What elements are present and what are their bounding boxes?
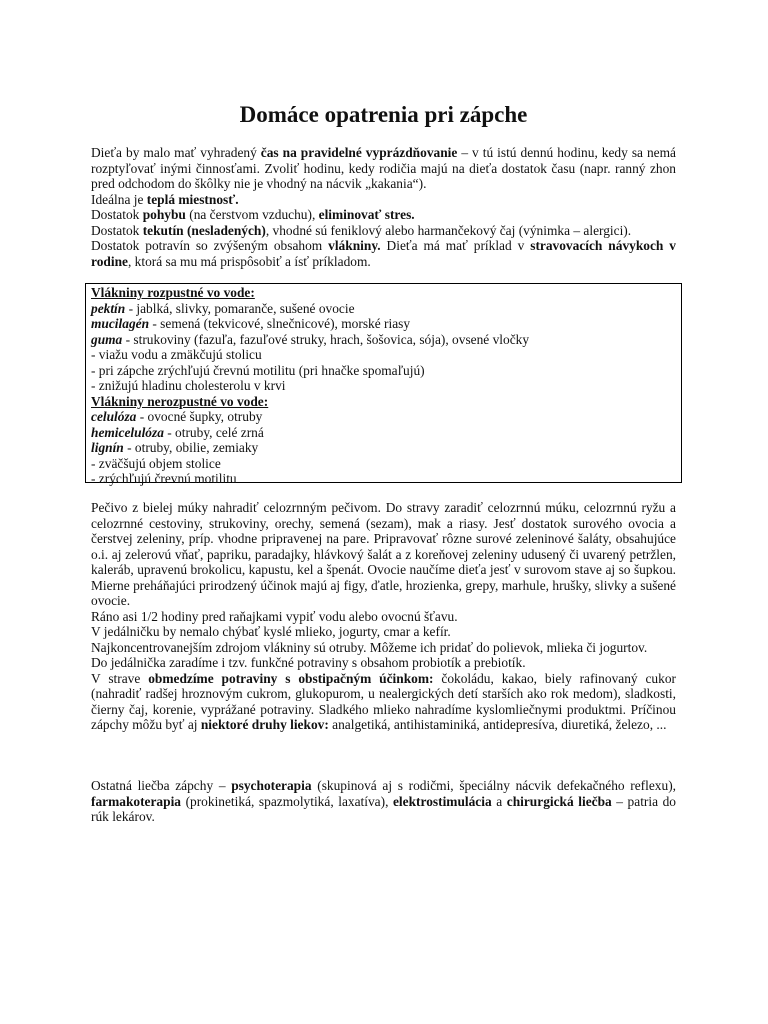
fiber-effect-item: - zväčšujú objem stolice bbox=[91, 455, 221, 471]
text-run: (na čerstvom vzduchu), bbox=[185, 207, 319, 222]
bold-text: psychoterapia bbox=[231, 778, 312, 793]
text-run: , ktorá sa mu má prispôsobiť a ísť príkladom. bbox=[127, 253, 371, 269]
text-run: Ideálna je bbox=[91, 191, 147, 207]
bold-text: elektrostimulácia bbox=[392, 793, 492, 809]
text-run: Dostatok bbox=[91, 222, 143, 238]
text-run: Dostatok bbox=[91, 207, 143, 222]
bold-text: stravovacích návykoch v rodine bbox=[91, 238, 676, 269]
text-run: Do jedálnička zaradíme i tzv. funkčné potraviny s obsahom probiotík a prebiotík. bbox=[91, 655, 526, 670]
text-run: čokoládu, kakao, biely rafinovaný cukor (nahradiť radšej hroznovým cukrom, glukopurom, u nealergických detí starších ako rok medom), sladkosti, čierny čaj, korenie, vyprážané potraviny. Sladkého mlieko nahradíme kyslomliečnymi produktmi. Príčinou zápchy môžu byť aj bbox=[91, 670, 676, 732]
fiber-effect-item: - znižujú hladinu cholesterolu v krvi bbox=[91, 378, 286, 393]
text-run: V jedálničku by nemalo chýbať kyslé mlieko, jogurty, cmar a kefír. bbox=[91, 624, 451, 639]
bold-text: niektoré druhy liekov: bbox=[200, 717, 329, 732]
text-run: Ráno asi 1/2 hodiny pred raňajkami vypiť vodu alebo ovocnú šťavu. bbox=[91, 608, 458, 624]
bold-text: chirurgická liečba bbox=[506, 793, 612, 809]
text-run: (skupinová aj s rodičmi, špeciálny nácvik defekačného reflexu), bbox=[311, 778, 677, 793]
fiber-type-item bbox=[91, 409, 676, 425]
fiber-type-term: lignín bbox=[91, 440, 124, 455]
bold-text: vlákniny. bbox=[328, 238, 381, 253]
fiber-type-item bbox=[91, 332, 676, 348]
fiber-type-term: hemicelulóza bbox=[91, 424, 164, 440]
bold-text: tekutín (nesladených) bbox=[142, 222, 266, 238]
text-run: V strave bbox=[91, 670, 149, 686]
paragraph bbox=[91, 238, 676, 269]
fiber-type-item bbox=[91, 301, 676, 317]
fiber-type-sources: - strukoviny (fazuľa, fazuľové struky, hrach, šošovica, sója), ovsené vločky bbox=[122, 331, 530, 347]
paragraph bbox=[91, 624, 676, 640]
text-run: Najkoncentrovanejším zdrojom vlákniny sú otruby. Môžeme ich pridať do polievok, mlieka či jogurtov. bbox=[91, 639, 648, 655]
bold-text: teplá miestnosť. bbox=[146, 191, 239, 207]
paragraph bbox=[91, 207, 676, 223]
paragraph bbox=[91, 609, 676, 625]
text-run: analgetiká, antihistaminiká, antidepresíva, diuretiká, železo, ... bbox=[328, 717, 667, 732]
fiber-type-term: celulóza bbox=[91, 409, 137, 424]
paragraph bbox=[91, 192, 676, 208]
fiber-type-term: pektín bbox=[91, 300, 126, 316]
fiber-effect-item: - zrýchľujú črevnú motilitu bbox=[91, 471, 237, 486]
fiber-effect-item: - pri zápche zrýchľujú črevnú motilitu (pri hnačke spomaľujú) bbox=[91, 362, 425, 378]
bold-text: eliminovať stres. bbox=[318, 207, 415, 222]
diet-advice-section bbox=[91, 500, 676, 733]
text-run: Pečivo z bielej múky nahradiť celozrnným pečivom. Do stravy zaradiť celozrnnú múku, celozrnnú ryžu a celozrnné cestoviny, strukoviny, orechy, semená (sezam), mak a riasy. Jesť dostatok surového ovocia a čerstvej zeleniny, príp. vhodne pripravenej na pare. Pripravovať rôzne surové zeleninové šaláty, obsahujúce o.i. aj zelerovú vňať, papriku, paradajky, hlávkový šalát a z koreňovej zeleniny udusený či uvarený petržlen, kaleráb, upravenú brokolicu, kapustu, kel a špenát. Ovocie naučíme dieťa jesť v surovom stave aj so šupkou. Mierne preháňajúci prirodzený účinok majú aj figy, ďatle, hrozienka, grepy, marhule, hrušky, slivky a sušené ovocie. bbox=[91, 500, 676, 608]
fiber-type-term: mucilagén bbox=[91, 316, 150, 331]
document-title: Domáce opatrenia pri zápche bbox=[239, 102, 528, 127]
text-run: Ostatná liečba zápchy – bbox=[91, 778, 232, 793]
intro-section bbox=[91, 145, 676, 269]
text-run: – patria do rúk lekárov. bbox=[91, 793, 676, 824]
text-run: Dieťa by malo mať vyhradený bbox=[91, 145, 261, 160]
paragraph bbox=[91, 500, 676, 609]
fiber-type-sources: - otruby, celé zrná bbox=[163, 424, 264, 440]
fiber-type-sources: - otruby, obilie, zemiaky bbox=[123, 440, 259, 455]
fiber-type-sources: - semená (tekvicové, slnečnicové), morské riasy bbox=[149, 316, 411, 331]
paragraph bbox=[91, 145, 676, 192]
fiber-category-heading: Vlákniny nerozpustné vo vode: bbox=[91, 393, 269, 409]
fiber-type-term: guma bbox=[91, 331, 123, 347]
fiber-category-heading: Vlákniny rozpustné vo vode: bbox=[91, 285, 255, 300]
paragraph bbox=[91, 655, 676, 671]
fiber-type-sources: - ovocné šupky, otruby bbox=[136, 409, 263, 424]
bold-text: obmedzíme potraviny s obstipačným účinkom: bbox=[148, 670, 434, 686]
paragraph bbox=[91, 640, 676, 656]
text-run: , vhodné sú feniklový alebo harmančekový čaj (výnimka – alergici). bbox=[265, 222, 632, 238]
fiber-type-item bbox=[91, 440, 676, 456]
text-run: (prokinetiká, spazmolytiká, laxatíva), bbox=[181, 793, 393, 809]
text-run: Dieťa má mať príklad v bbox=[380, 238, 531, 253]
fiber-info-box bbox=[85, 283, 682, 486]
bold-text: farmakoterapia bbox=[91, 793, 181, 809]
fiber-effect-item: - viažu vodu a zmäkčujú stolicu bbox=[91, 347, 262, 362]
fiber-type-item bbox=[91, 316, 676, 332]
fiber-type-item bbox=[91, 425, 676, 441]
text-run: Dostatok potravín so zvýšeným obsahom bbox=[91, 238, 329, 253]
paragraph bbox=[91, 671, 676, 733]
fiber-type-sources: - jablká, slivky, pomaranče, sušené ovocie bbox=[125, 300, 355, 316]
bold-text: čas na pravidelné vyprázdňovanie bbox=[260, 145, 458, 160]
paragraph bbox=[91, 778, 676, 825]
paragraph bbox=[91, 223, 676, 239]
other-treatment-section bbox=[91, 778, 676, 825]
text-run: – v tú istú dennú hodinu, kedy sa nemá rozptyľovať inými činnosťami. Zvoliť hodinu, kedy rodičia majú na dieťa dostatok času (napr. ranný zhon pred odchodom do škôlky nie je vhodný na nácvik „kakania“). bbox=[91, 145, 676, 191]
bold-text: pohybu bbox=[142, 207, 186, 222]
text-run: a bbox=[491, 793, 507, 809]
